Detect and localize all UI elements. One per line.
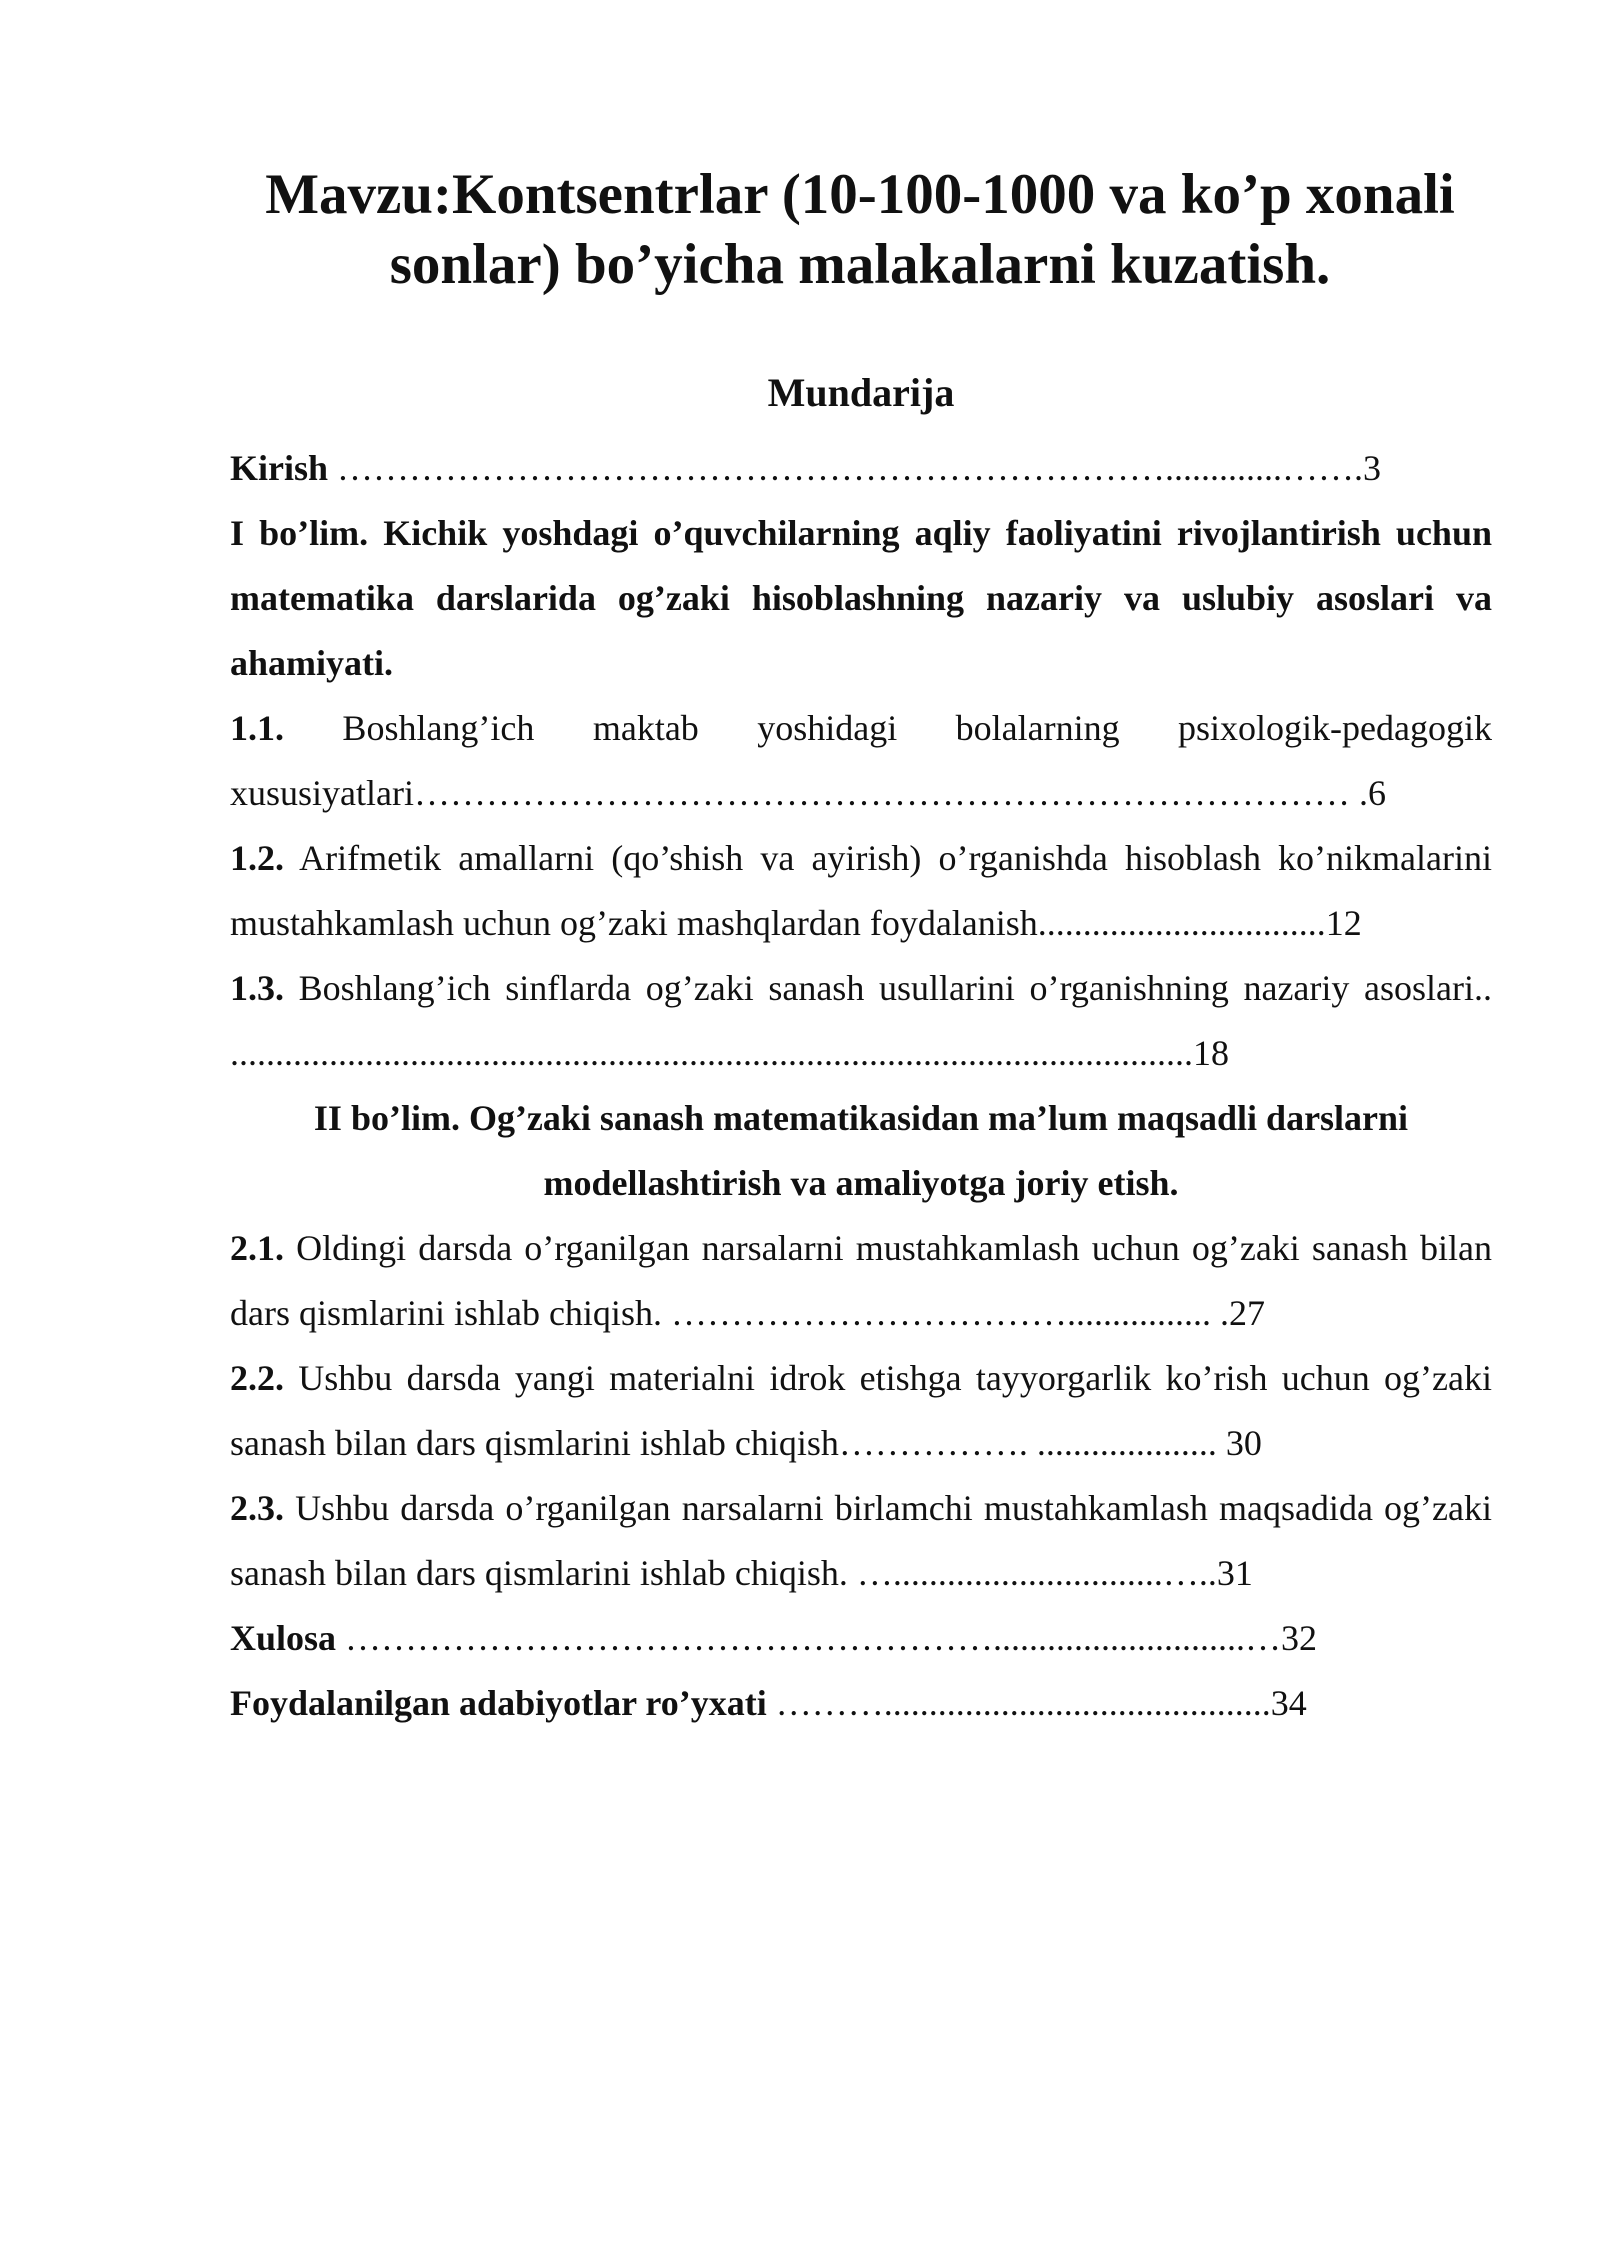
toc-entry-1-2 [230,826,1492,956]
toc-entry-text: Boshlang’ich maktab yoshidagi bolalarning psixologik-pedagogik xususiyatlari…………………………………………………………………… [230,708,1492,813]
toc-entry-text: Ushbu darsda o’rganilgan narsalarni birlamchi mustahkamlash maqsadida og’zaki sanash bilan dars qismlarini ishlab chiqish. …..............................… [230,1488,1492,1593]
toc-entry-number: 2.1. [230,1228,284,1268]
toc-entry-label: Xulosa [230,1618,337,1658]
toc-entry-text: Arifmetik amallarni (qo’shish va ayirish) o’rganishda hisoblash ko’nikmalarini mustahkamlash uchun og’zaki mashqlardan foydalanish................................ [230,838,1492,943]
toc-entry-leader: …………………………………………………………….............…… [328,448,1355,488]
toc-entry-label: Kirish [230,448,329,488]
toc-entry-2-1 [230,1216,1492,1346]
toc-entry-kirish [230,436,1492,501]
toc-entry-leader: ………………………………………………............................… [336,1618,1282,1658]
toc-entry-page: .6 [1349,773,1386,813]
toc-entry-leader: ………........................................... [766,1683,1271,1723]
toc-part-1-heading: I bo’lim. Kichik yoshdagi o’quvchilarning aqliy faoliyatini rivojlantirish uchun matematika darslarida og’zaki hisoblashning nazariy va uslubiy asoslari va ahamiyati. [230,513,1492,683]
toc-heading: Mundarija [767,370,955,415]
toc-entry-page: .27 [1219,1293,1265,1333]
toc-entry-xulosa [230,1606,1492,1671]
toc-entry-page: 34 [1270,1683,1307,1723]
toc-entry-page: ..31 [1198,1553,1253,1593]
toc-entry-text: Boshlang’ich sinflarda og’zaki sanash usullarini o’rganishning nazariy asoslari.. ........................................................................................................... [230,968,1492,1073]
table-of-contents [230,436,1492,1736]
toc-entry-number: 2.3. [230,1488,284,1528]
toc-entry-label: Foydalanilgan adabiyotlar ro’yxati [230,1683,767,1723]
toc-part-2-heading: II bo’lim. Og’zaki sanash matematikasidan ma’lum maqsadli darslarni modellashtirish va amaliyotga joriy etish. [313,1098,1409,1203]
document-title: Mavzu:Kontsentrlar (10-100-1000 va ko’p xonali sonlar) bo’yicha malakalarni kuzatish. [265,163,1455,296]
toc-entry-page: 18 [1193,1033,1229,1073]
toc-entry-1-1 [230,696,1492,826]
toc-entry-page: 32 [1281,1618,1318,1658]
toc-entry-number: 1.2. [230,838,284,878]
toc-entry-text: Ushbu darsda yangi materialni idrok etishga tayyorgarlik ko’rish uchun og’zaki sanash bilan dars qismlarini ishlab chiqish……………. .................... [230,1358,1492,1463]
toc-entry-text: Oldingi darsda o’rganilgan narsalarni mustahkamlash uchun og’zaki sanash bilan dars qismlarini ishlab chiqish. ……………………………................ [230,1228,1492,1333]
toc-entry-references [230,1671,1492,1736]
toc-entry-page: 12 [1325,903,1362,943]
toc-entry-1-3 [230,956,1492,1086]
toc-entry-page: 30 [1225,1423,1262,1463]
toc-entry-number: 1.3. [230,968,284,1008]
toc-entry-2-3 [230,1476,1492,1606]
toc-entry-number: 2.2. [230,1358,284,1398]
toc-entry-2-2 [230,1346,1492,1476]
toc-entry-page: .3 [1354,448,1382,488]
toc-entry-number: 1.1. [230,708,284,748]
